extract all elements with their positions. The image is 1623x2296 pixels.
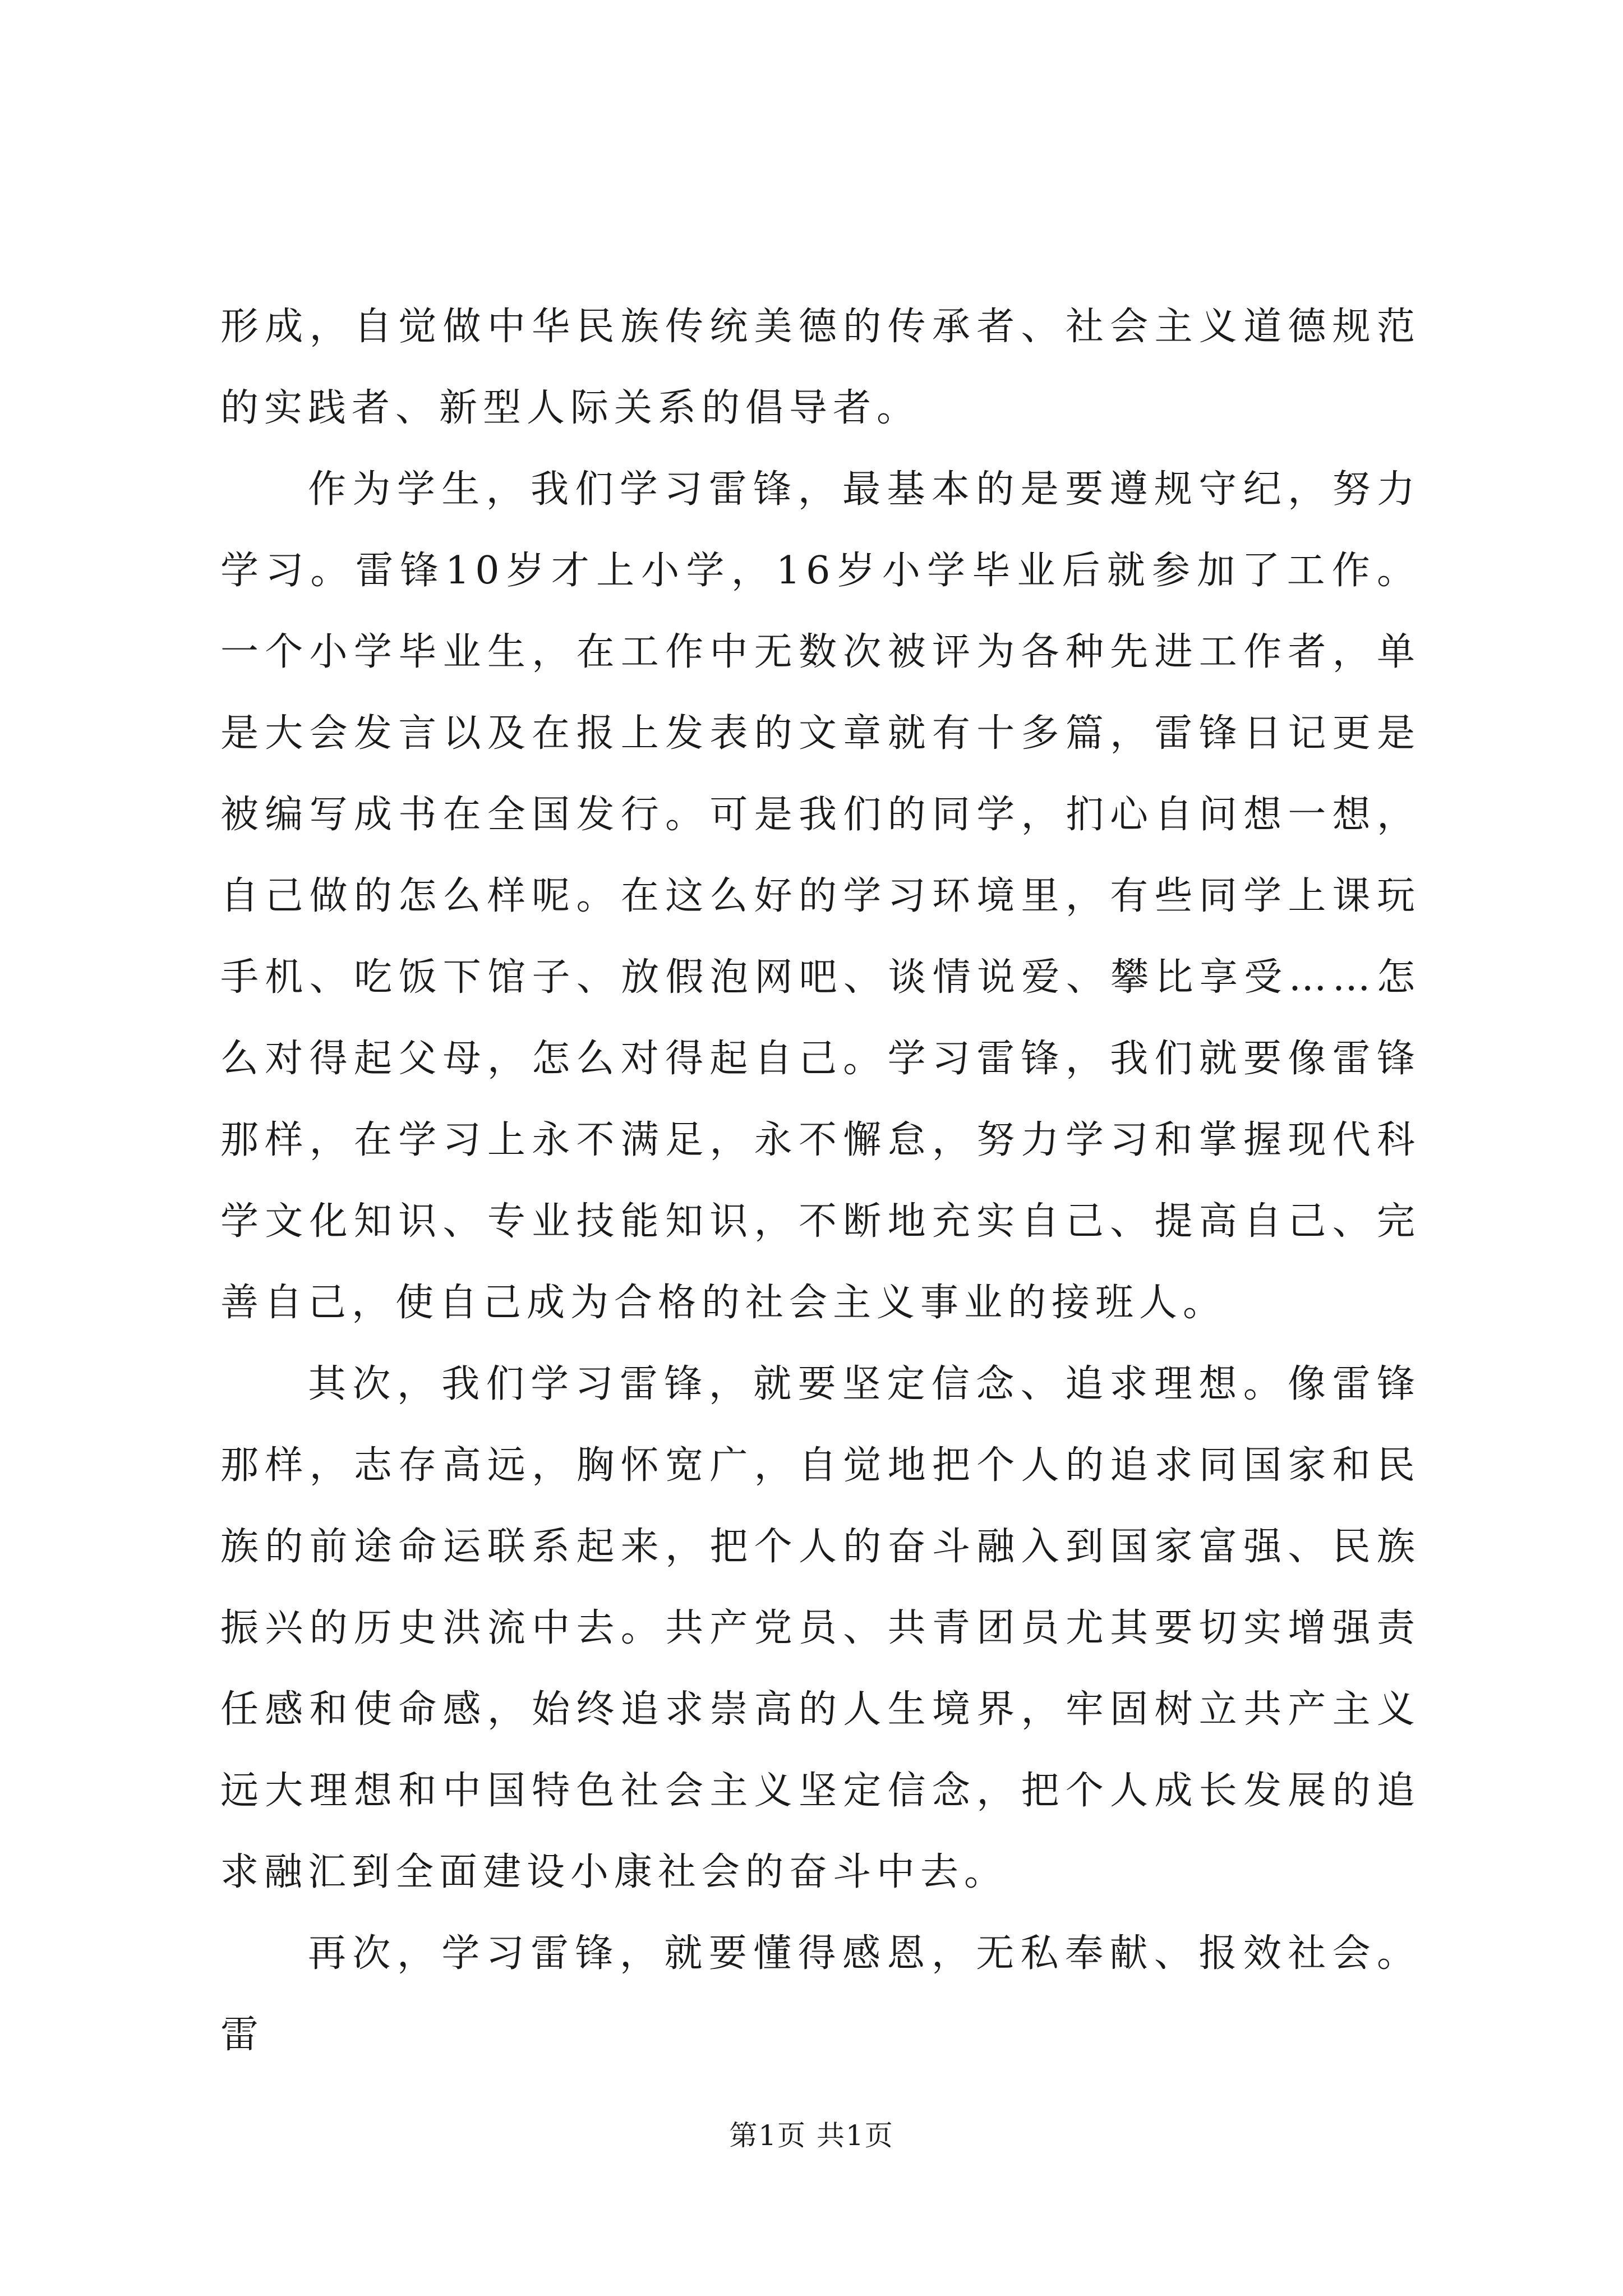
- page-footer: 第1页 共1页: [729, 2119, 894, 2152]
- paragraph-continuation: 形成，自觉做中华民族传统美德的传承者、社会主义道德规范的实践者、新型人际关系的倡导者。: [220, 305, 1421, 430]
- paragraph-gratitude: 再次，学习雷锋，就要懂得感恩，无私奉献、报效社会。雷: [220, 1931, 1421, 2057]
- paragraph-study-diligently: 作为学生，我们学习雷锋，最基本的是要遵规守纪，努力学习。雷锋10岁才上小学，16岁小学毕业后就参加了工作。一个小学毕业生，在工作中无数次被评为各种先进工作者，单是大会发言以及在报上发表的文章就有十多篇，雷锋日记更是被编写成书在全国发行。可是我们的同学，扪心自问想一想，自己做的怎么样呢。在这么好的学习环境里，有些同学上课玩手机、吃饭下馆子、放假泡网吧、谈情说爱、攀比享受……怎么对得起父母，怎么对得起自己。学习雷锋，我们就要像雷锋那样，在学习上永不满足，永不懈怠，努力学习和掌握现代科学文化知识、专业技能知识，不断地充实自己、提高自己、完善自己，使自己成为合格的社会主义事业的接班人。: [220, 467, 1421, 1325]
- paragraph-firm-beliefs: 其次，我们学习雷锋，就要坚定信念、追求理想。像雷锋那样，志存高远，胸怀宽广，自觉地把个人的追求同国家和民族的前途命运联系起来，把个人的奋斗融入到国家富强、民族振兴的历史洪流中去。共产党员、共青团员尤其要切实增强责任感和使命感，始终追求崇高的人生境界，牢固树立共产主义远大理想和中国特色社会主义坚定信念，把个人成长发展的追求融汇到全面建设小康社会的奋斗中去。: [220, 1362, 1421, 1894]
- document-body: [220, 286, 1421, 2076]
